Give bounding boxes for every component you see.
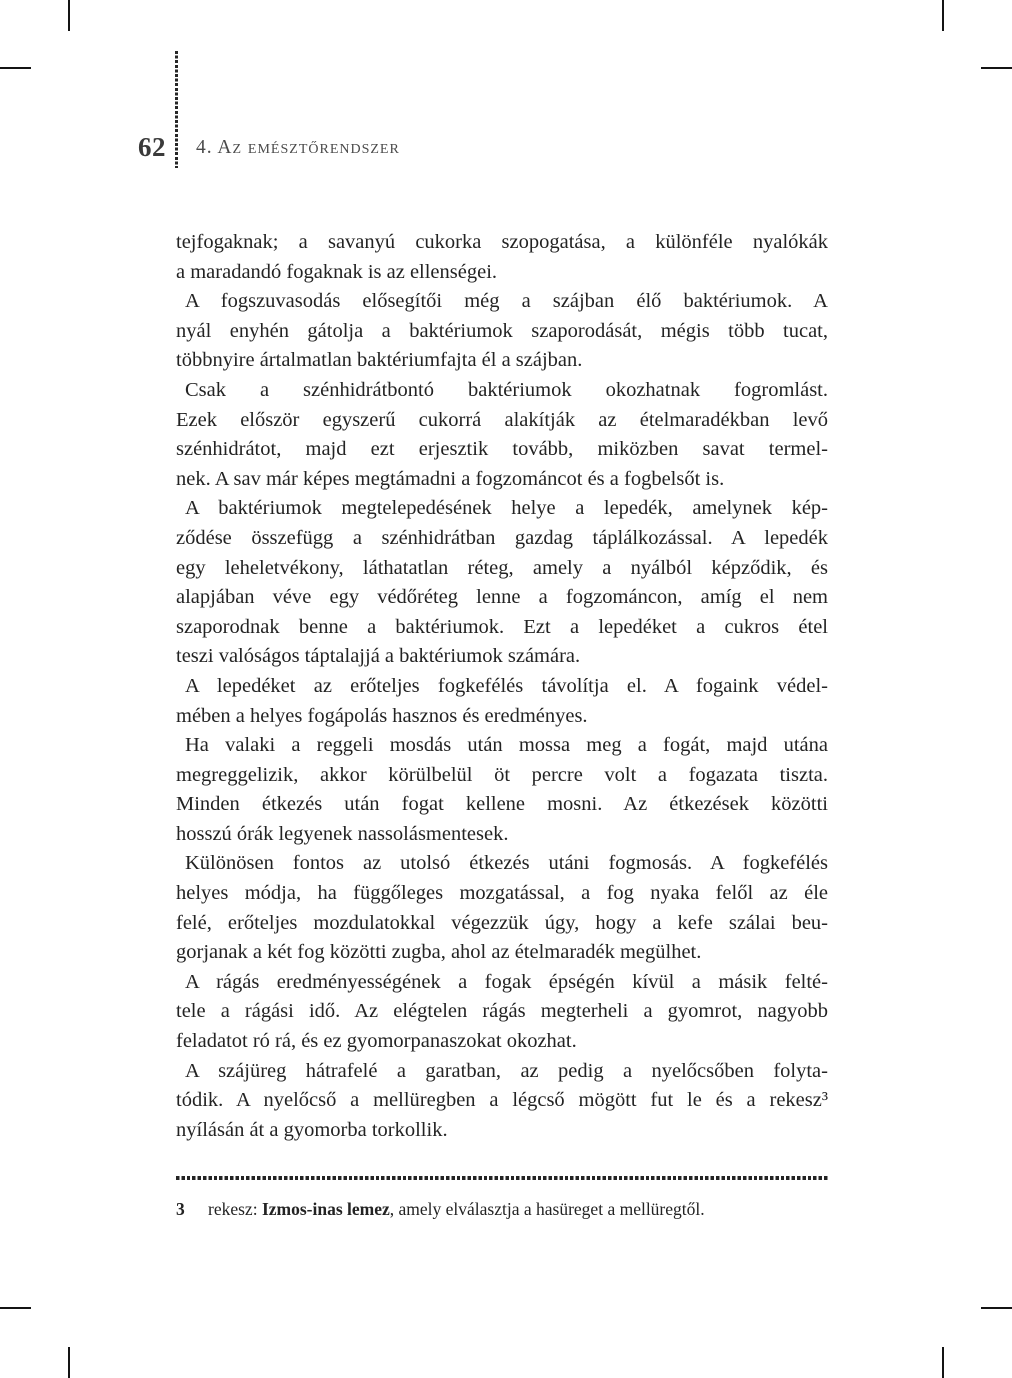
paragraph: [176, 1057, 828, 1146]
text-line: hosszú órák legyenek nassolásmentesek.: [176, 822, 509, 845]
text-line: nek. A sav már képes megtámadni a fogzománcot és a fogbelsőt is.: [176, 467, 725, 490]
text-line: nyál enyhén gátolja a baktériumok szaporodását, mégis több tucat,: [176, 319, 828, 342]
body-text: [176, 228, 828, 1145]
text-line: A fogszuvasodás elősegítői még a szájban élő baktériumok. A: [185, 290, 828, 313]
paragraph: [176, 376, 828, 494]
footnote-segment: rekesz:: [208, 1199, 262, 1219]
paragraph: [176, 968, 828, 1057]
text-line: A szájüreg hátrafelé a garatban, az pedig a nyelőcsőben folyta-: [185, 1059, 828, 1082]
text-line: tejfogaknak; a savanyú cukorka szopogatása, a különféle nyalókák: [176, 231, 828, 253]
text-line: mében a helyes fogápolás hasznos és eredményes.: [176, 704, 588, 727]
text-line: Ha valaki a reggeli mosdás után mossa meg a fogát, majd utána: [185, 734, 828, 757]
text-line: nyílásán át a gyomorba torkollik.: [176, 1118, 448, 1141]
paragraph: [176, 287, 828, 376]
paragraph: [176, 494, 828, 672]
footnote-number: 3: [176, 1199, 185, 1219]
running-header-title: 4. Az emésztőrendszer: [196, 137, 400, 158]
crop-mark-bottom-left-horizontal: [0, 1307, 31, 1309]
text-line: Különösen fontos az utolsó étkezés utáni fogmosás. A fogkefélés: [185, 852, 828, 875]
crop-mark-left-horizontal: [0, 67, 31, 69]
footnote-divider: [176, 1176, 828, 1180]
text-line: szaporodnak benne a baktériumok. Ezt a lepedéket a cukros étel: [176, 615, 828, 638]
text-line: szénhidrátot, majd ezt erjesztik tovább, miközben savat termel-: [176, 438, 828, 461]
text-line: a maradandó fogaknak is az ellenségei.: [176, 260, 498, 283]
paragraph: [176, 228, 828, 287]
crop-mark-bottom-right-horizontal: [981, 1307, 1012, 1309]
text-line: Minden étkezés után fogat kellene mosni. Az étkezések közötti: [176, 793, 828, 816]
text-line: teszi valóságos táptalajjá a baktériumok számára.: [176, 645, 581, 668]
text-line: A baktériumok megtelepedésének helye a lepedék, amelynek kép-: [185, 497, 828, 520]
crop-mark-right-horizontal: [981, 67, 1012, 69]
footnote-text: [208, 1197, 828, 1221]
paragraph: [176, 849, 828, 967]
text-line: gorjanak a két fog közötti zugba, ahol az ételmaradék megülhet.: [176, 941, 702, 964]
text-line: megreggelizik, akkor körülbelül öt percre volt a fogazata tiszta.: [176, 763, 828, 786]
footnote-term: Izmos-inas lemez: [261, 1199, 390, 1219]
header-dotted-rule: [175, 51, 178, 168]
text-line: többnyire ártalmatlan baktériumfajta él a szájban.: [176, 349, 583, 372]
crop-mark-bottom-right-vertical: [942, 1347, 944, 1378]
text-line: A lepedéket az erőteljes fogkefélés távolítja el. A fogaink védel-: [185, 674, 828, 697]
crop-mark-bottom-left-vertical: [68, 1347, 70, 1378]
text-line: feladatot ró rá, és ez gyomorpanaszokat okozhat.: [176, 1030, 577, 1053]
footnote-segment: , amely elválasztja a hasüreget a mellüregtől.: [389, 1199, 705, 1219]
text-line: felé, erőteljes mozdulatokkal végezzük úgy, hogy a kefe szálai beu-: [176, 911, 828, 934]
text-line: helyes módja, ha függőleges mozgatással, a fog nyaka felől az éle: [176, 882, 828, 905]
paragraph: [176, 672, 828, 731]
text-line: tódik. A nyelőcső a mellüregben a légcső mögött fut le és a rekesz³: [176, 1089, 828, 1112]
text-line: A rágás eredményességének a fogak épségén kívül a másik felté-: [185, 970, 828, 993]
text-line: ződése összefügg a szénhidrátban gazdag táplálkozással. A lepedék: [176, 526, 828, 549]
text-line: alapjában véve egy védőréteg lenne a fogzománcon, amíg el nem: [176, 586, 828, 609]
page-number: 62: [138, 132, 166, 162]
crop-mark-top-left-vertical: [68, 0, 70, 31]
text-line: egy leheletvékony, láthatatlan réteg, amely a nyálból képződik, és: [176, 556, 828, 579]
text-line: Ezek először egyszerű cukorrá alakítják az ételmaradékban levő: [176, 408, 828, 431]
text-line: Csak a szénhidrátbontó baktériumok okozhatnak fogromlást.: [185, 378, 828, 401]
text-line: tele a rágási idő. Az elégtelen rágás megterheli a gyomrot, nagyobb: [176, 1000, 828, 1023]
footnote: [176, 1197, 828, 1221]
paragraph: [176, 731, 828, 849]
crop-mark-top-right-vertical: [942, 0, 944, 31]
